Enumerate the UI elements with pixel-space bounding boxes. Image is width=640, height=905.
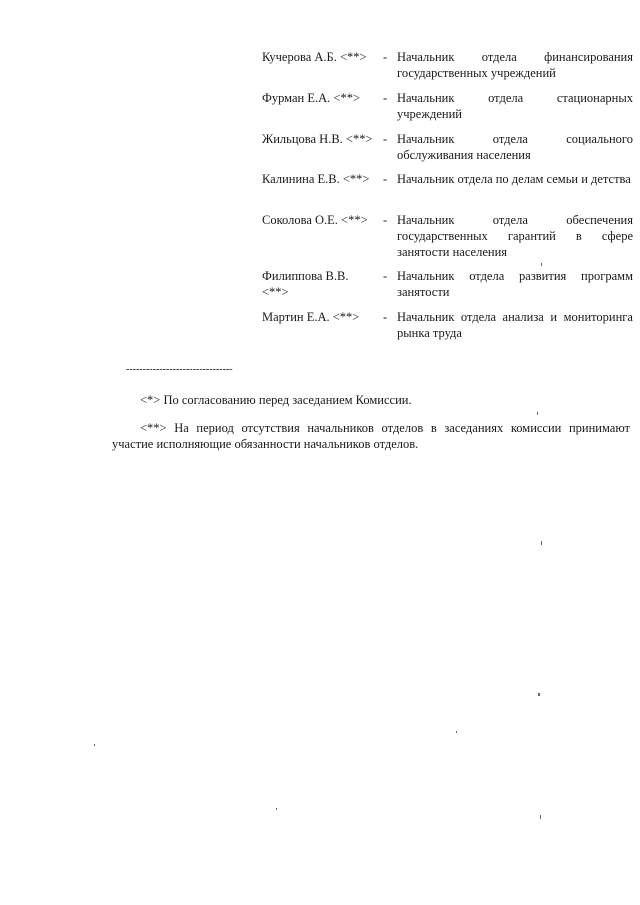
member-dash: -: [383, 310, 388, 324]
member-row: [262, 212, 634, 268]
scan-speck: [541, 541, 542, 545]
member-row: [262, 131, 634, 171]
member-name: Жильцова Н.В. <**>: [262, 132, 373, 146]
member-dash: -: [383, 91, 388, 105]
member-row: [262, 90, 634, 131]
member-name: Кучерова А.Б. <**>: [262, 50, 367, 64]
member-position: Начальник отдела анализа и мониторинга рынка труда: [397, 310, 633, 340]
footnote-acting-heads: <**> На период отсутствия начальников отделов в заседаниях комиссии принимают участие исполняющие обязанности начальников отделов.: [112, 421, 630, 451]
member-name: Мартин Е.А. <**>: [262, 310, 360, 324]
member-row: [262, 309, 634, 349]
member-position: Начальник отдела развития программ занятости: [397, 269, 633, 299]
member-position: Начальник отдела стационарных учреждений: [397, 91, 633, 121]
member-name: Фурман Е.А. <**>: [262, 91, 361, 105]
commission-members-list: [262, 49, 634, 349]
member-dash: -: [383, 213, 388, 227]
scan-speck: [540, 815, 541, 819]
scan-speck: [456, 731, 457, 733]
scan-speck: [541, 263, 542, 266]
member-dash: -: [383, 172, 388, 186]
member-dash: -: [383, 269, 388, 283]
member-name: Филиппова В.В. <**>: [262, 269, 349, 299]
member-row: [262, 49, 634, 90]
member-position: Начальник отдела по делам семьи и детства: [397, 172, 631, 186]
footnote-divider: --------------------------------: [126, 364, 233, 375]
scan-speck: [94, 744, 95, 746]
member-position: Начальник отдела финансирования государственных учреждений: [397, 50, 633, 80]
member-position: Начальник отдела социального обслуживания населения: [397, 132, 633, 162]
member-name: Соколова О.Е. <**>: [262, 213, 368, 227]
footnote-approval: <*> По согласованию перед заседанием Комиссии.: [140, 393, 412, 407]
member-position: Начальник отдела обеспечения государственных гарантий в сфере занятости населения: [397, 213, 633, 259]
scan-speck: [276, 808, 277, 810]
scan-speck: [537, 412, 538, 415]
member-row: [262, 171, 634, 212]
member-dash: -: [383, 50, 388, 64]
member-row: [262, 268, 634, 309]
scan-speck: [538, 693, 540, 696]
member-name: Калинина Е.В. <**>: [262, 172, 370, 186]
member-dash: -: [383, 132, 388, 146]
